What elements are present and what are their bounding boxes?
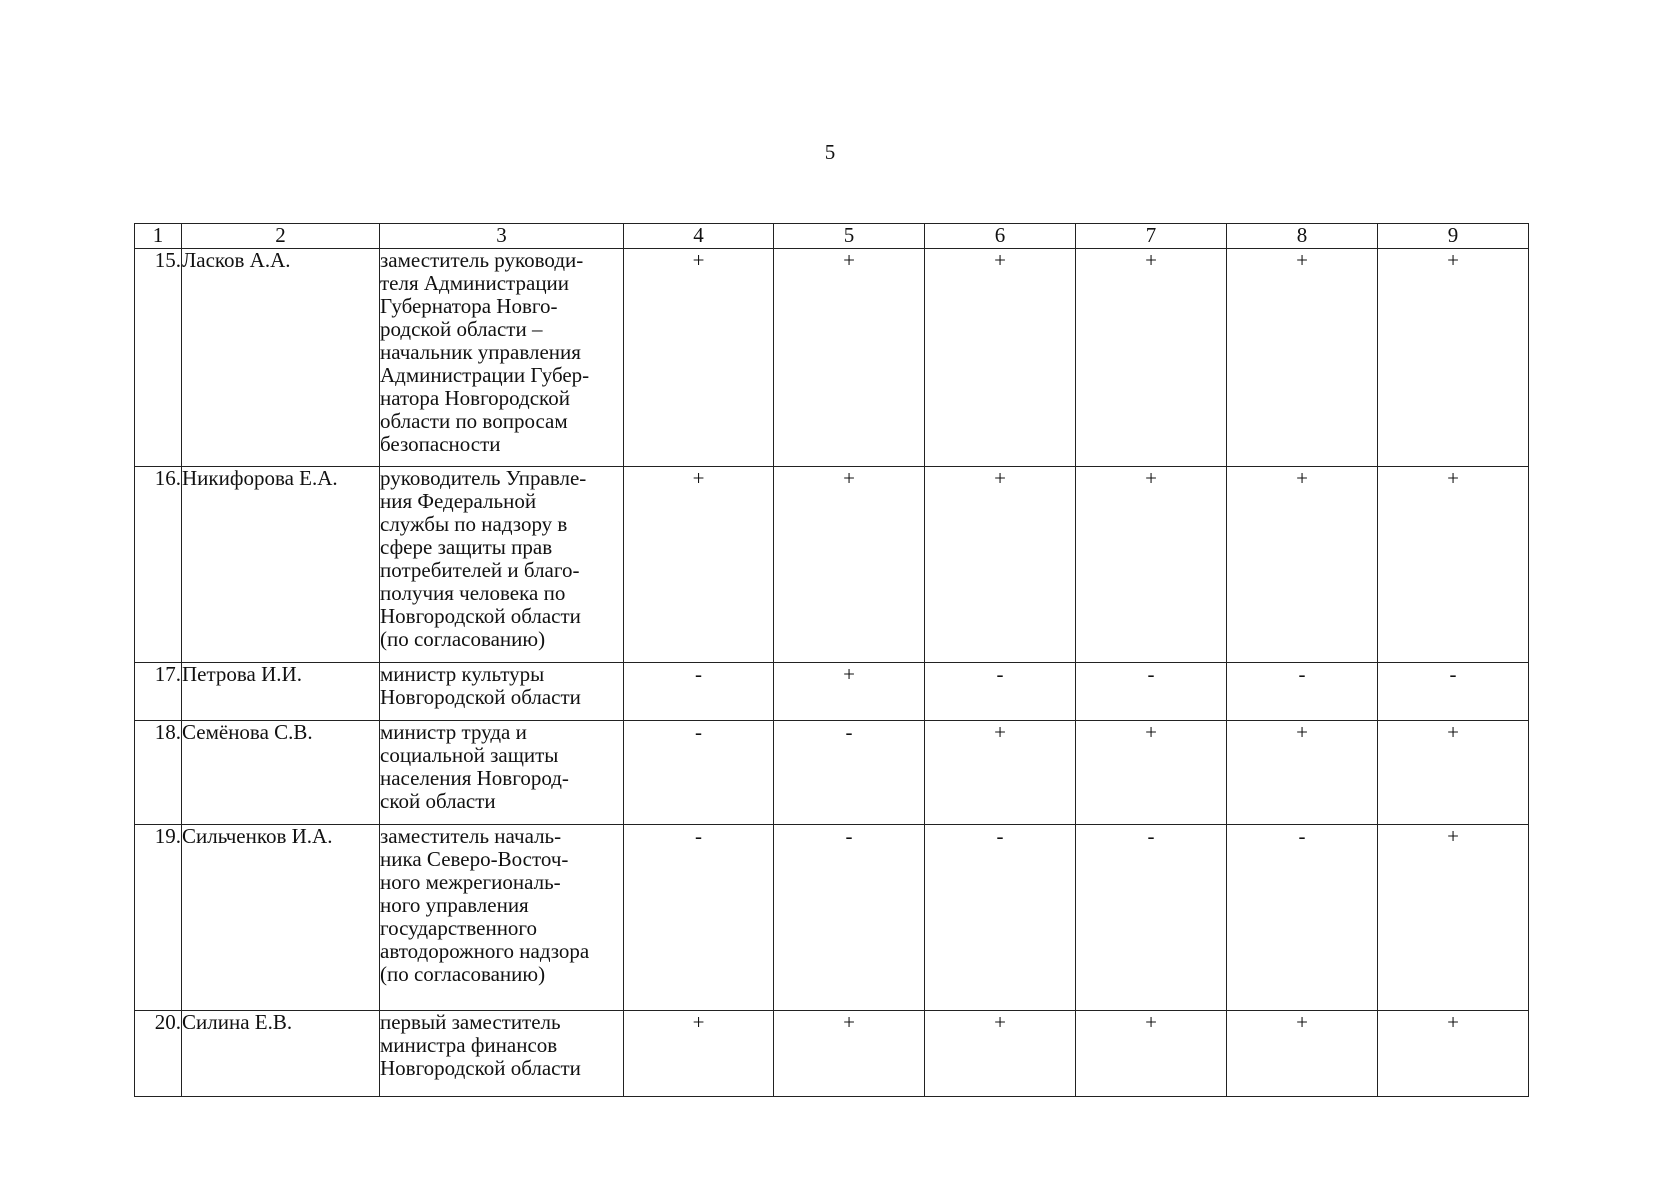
position-line: ника Северо-Восточ- — [380, 847, 569, 871]
position-line: министр труда и — [380, 720, 527, 744]
mark-cell: - — [624, 721, 774, 825]
mark-cell: - — [1076, 825, 1227, 1011]
position-line: Губернатора Новго- — [380, 294, 558, 318]
mark-cell: + — [1076, 467, 1227, 663]
table-row — [135, 467, 1529, 663]
position-line: ного управления — [380, 893, 529, 917]
row-number: 19. — [135, 825, 182, 1011]
table-row — [135, 721, 1529, 825]
header-cell: 7 — [1076, 224, 1227, 249]
position-line: Новгородской области — [380, 1056, 581, 1080]
mark-cell: + — [1227, 721, 1378, 825]
mark-cell: + — [1378, 1011, 1529, 1097]
mark-cell: + — [1378, 249, 1529, 467]
position-line: Администрации Губер- — [380, 363, 590, 387]
position-line: государственного — [380, 916, 538, 940]
mark-cell: + — [1378, 825, 1529, 1011]
position-line: ской области — [380, 789, 496, 813]
header-cell: 6 — [925, 224, 1076, 249]
position-line: населения Новгород- — [380, 766, 569, 790]
page-number: 5 — [824, 140, 836, 164]
person-name: Никифорова Е.А. — [182, 467, 380, 663]
mark-cell: + — [1378, 721, 1529, 825]
position-line: Новгородской области — [380, 685, 581, 709]
mark-cell: - — [1227, 663, 1378, 721]
mark-cell: + — [1076, 721, 1227, 825]
position-line: министр культуры — [380, 662, 545, 686]
mark-cell: - — [1227, 825, 1378, 1011]
mark-cell: + — [774, 1011, 925, 1097]
position-line: натора Новгородской — [380, 386, 570, 410]
mark-cell: + — [925, 721, 1076, 825]
person-name: Петрова И.И. — [182, 663, 380, 721]
mark-cell: + — [774, 663, 925, 721]
position-line: министра финансов — [380, 1033, 558, 1057]
mark-cell: - — [774, 825, 925, 1011]
header-cell: 3 — [380, 224, 624, 249]
person-name: Сильченков И.А. — [182, 825, 380, 1011]
position-cell — [380, 1011, 624, 1097]
position-cell — [380, 663, 624, 721]
person-name: Семёнова С.В. — [182, 721, 380, 825]
row-number: 20. — [135, 1011, 182, 1097]
position-line: области по вопросам — [380, 409, 568, 433]
mark-cell: + — [925, 1011, 1076, 1097]
position-cell — [380, 467, 624, 663]
position-line: социальной защиты — [380, 743, 559, 767]
row-number: 18. — [135, 721, 182, 825]
row-number: 15. — [135, 249, 182, 467]
position-cell — [380, 825, 624, 1011]
mark-cell: + — [774, 467, 925, 663]
position-line: службы по надзору в — [380, 512, 568, 536]
mark-cell: + — [1378, 467, 1529, 663]
position-line: теля Администрации — [380, 271, 570, 295]
header-cell: 2 — [182, 224, 380, 249]
position-line: родской области – — [380, 317, 543, 341]
mark-cell: - — [1076, 663, 1227, 721]
position-line: начальник управления — [380, 340, 581, 364]
header-cell: 1 — [135, 224, 182, 249]
document-table — [134, 223, 1529, 1097]
position-line: получия человека по — [380, 581, 566, 605]
position-line: ния Федеральной — [380, 489, 537, 513]
mark-cell: - — [624, 825, 774, 1011]
header-row — [135, 224, 1529, 249]
position-line: потребителей и благо- — [380, 558, 580, 582]
mark-cell: + — [1076, 1011, 1227, 1097]
mark-cell: - — [925, 663, 1076, 721]
mark-cell: + — [774, 249, 925, 467]
position-line: автодорожного надзора — [380, 939, 590, 963]
mark-cell: + — [1227, 467, 1378, 663]
table-row — [135, 1011, 1529, 1097]
position-line: руководитель Управле- — [380, 466, 587, 490]
header-cell: 8 — [1227, 224, 1378, 249]
mark-cell: + — [624, 1011, 774, 1097]
header-cell: 5 — [774, 224, 925, 249]
mark-cell: + — [925, 467, 1076, 663]
mark-cell: + — [624, 249, 774, 467]
position-line: (по согласованию) — [380, 627, 546, 651]
table-row — [135, 825, 1529, 1011]
header-cell: 4 — [624, 224, 774, 249]
position-line: заместитель началь- — [380, 824, 562, 848]
position-line: Новгородской области — [380, 604, 581, 628]
mark-cell: + — [1227, 249, 1378, 467]
person-name: Силина Е.В. — [182, 1011, 380, 1097]
mark-cell: - — [1378, 663, 1529, 721]
position-line: заместитель руководи- — [380, 248, 584, 272]
position-line: (по согласованию) — [380, 962, 546, 986]
table-row — [135, 249, 1529, 467]
mark-cell: - — [925, 825, 1076, 1011]
mark-cell: + — [925, 249, 1076, 467]
row-number: 17. — [135, 663, 182, 721]
mark-cell: + — [624, 467, 774, 663]
position-line: сфере защиты прав — [380, 535, 553, 559]
position-cell — [380, 249, 624, 467]
table-row — [135, 663, 1529, 721]
mark-cell: + — [1076, 249, 1227, 467]
mark-cell: - — [774, 721, 925, 825]
position-line: первый заместитель — [380, 1010, 561, 1034]
mark-cell: - — [624, 663, 774, 721]
mark-cell: + — [1227, 1011, 1378, 1097]
person-name: Ласков А.А. — [182, 249, 380, 467]
position-line: безопасности — [380, 432, 501, 456]
header-cell: 9 — [1378, 224, 1529, 249]
row-number: 16. — [135, 467, 182, 663]
position-cell — [380, 721, 624, 825]
position-line: ного межрегиональ- — [380, 870, 561, 894]
